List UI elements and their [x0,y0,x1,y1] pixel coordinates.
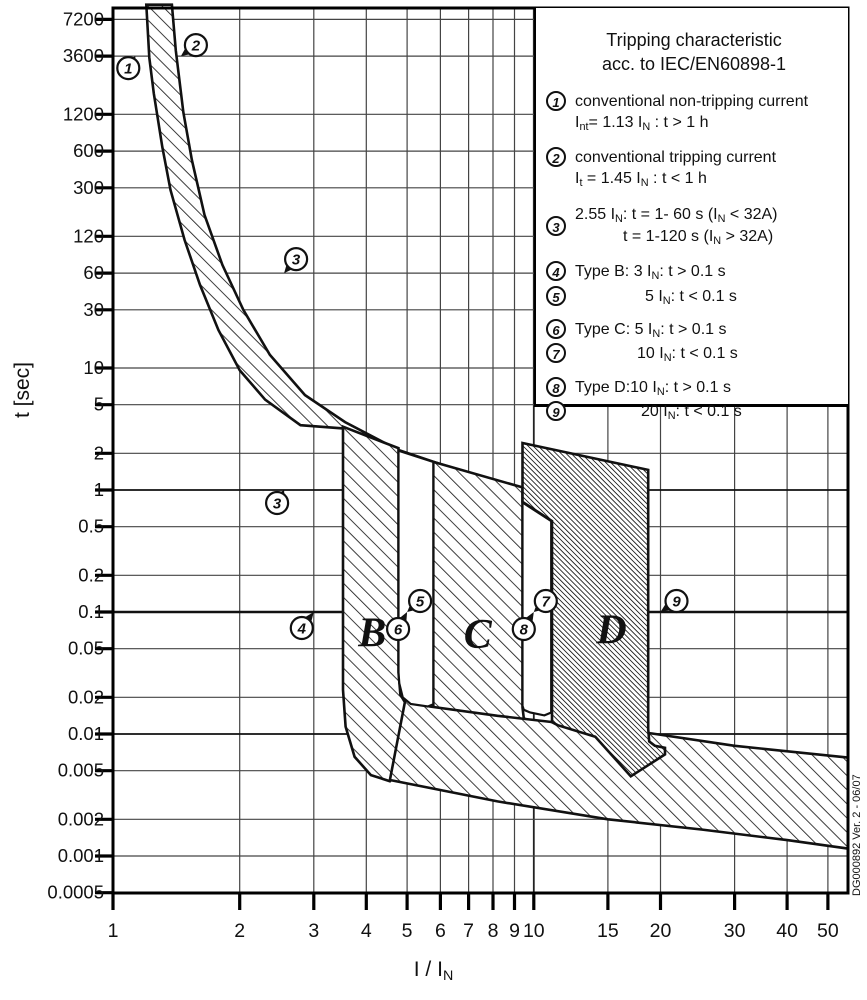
x-axis-label: I / $I_N$ [413,958,454,984]
gap-b-c [399,451,434,707]
zone-label-B: B [358,610,387,657]
legend-item-5 [546,286,842,308]
y-tick-label: 0.005 [57,759,104,781]
y-tick-label: 5 [93,393,104,415]
x-tick-label: 10 [522,920,545,942]
y-axis-label: t [sec] [11,361,34,419]
y-tick-label: 0.001 [57,845,104,866]
x-tick-label: 1 [107,920,119,942]
x-tick-label: 4 [360,920,372,942]
legend-item-line: $I_{nt}= 1.13$ $I_N$ : t > 1 h [575,113,709,133]
legend-pair [546,261,842,308]
legend-item-number-1: 1 [546,91,566,111]
legend-title-line2: acc. to IEC/EN60898-1 [601,54,787,75]
legend-item-line: Type D:10 $I_N$: t > 0.1 s [575,378,731,398]
legend-item-number-8: 8 [546,377,566,397]
legend-item-number-6: 6 [546,319,566,339]
legend-item-line: Type C: 5 $I_N$: t > 0.1 s [575,321,727,341]
legend-title-line1: Tripping characteristic [606,30,782,50]
y-tick-label: 10 [83,357,104,378]
legend-item-3 [546,204,842,249]
x-tick-label: 15 [597,920,619,942]
legend-item-7 [546,343,842,365]
y-tick-label: 120 [73,225,104,247]
svg-text:8: 8 [519,621,528,639]
x-tick-label: 2 [234,920,246,942]
legend-item-8 [546,377,842,399]
y-tick-label: 0.02 [67,686,104,708]
document-version-note: DG000892 Ver. 2 - 06/07 [851,774,863,896]
svg-text:1: 1 [124,60,133,78]
legend-item-9 [546,401,842,423]
legend-item-1 [546,91,842,134]
legend-item-line: 5 $I_N$: t < 0.1 s [645,287,737,307]
y-tick-label: 1200 [62,103,104,125]
x-tick-label: 6 [434,920,446,942]
x-tick-label: 3 [308,920,320,942]
y-tick-label: 0.5 [78,515,104,537]
zone-label-C: C [463,612,492,658]
svg-text:3: 3 [272,495,282,513]
legend-item-4 [546,261,842,283]
y-tick-label: 0.01 [67,723,104,744]
legend-item-line: 2.55 $I_N$: t = 1- 60 s $(I_N < 32A)$ [575,205,778,225]
svg-text:4: 4 [297,620,306,638]
legend-item-line: Type B: 3 $I_N$: t > 0.1 s [575,263,726,283]
svg-text:5: 5 [415,593,425,611]
y-tick-label: 7200 [62,8,104,30]
legend-item-number-3: 3 [546,216,566,236]
x-tick-label: 20 [649,920,672,942]
x-tick-label: 40 [776,920,798,942]
legend-item-number-7: 7 [546,343,566,363]
legend-title [546,28,842,77]
legend-item-line: 10 $I_N$: t < 0.1 s [637,345,738,365]
y-tick-label: 0.05 [67,637,104,659]
legend-item-line: conventional non-tripping current [575,92,809,110]
legend-pair [546,319,842,366]
y-tick-label: 0.002 [57,808,104,830]
legend-item-number-2: 2 [546,147,566,167]
y-tick-label: 60 [83,262,104,284]
x-tick-label: 7 [463,920,475,942]
y-tick-label: 2 [93,442,104,464]
marker-m7 [534,590,557,612]
x-tick-label: 5 [401,920,413,942]
y-tick-label: 0.1 [78,601,104,622]
y-tick-label: 300 [73,176,104,198]
svg-text:9: 9 [672,593,681,611]
legend-item-6 [546,319,842,341]
marker-m1 [117,56,139,79]
legend-item-2 [546,147,842,190]
y-tick-label: 0.2 [78,564,104,586]
svg-text:3: 3 [291,251,301,269]
legend-item-line: conventional tripping current [575,149,777,167]
x-tick-label: 9 [509,920,520,942]
svg-text:2: 2 [191,37,201,55]
svg-text:7: 7 [541,593,550,611]
y-tick-label: 30 [83,298,104,320]
legend-items [546,91,842,424]
legend-item-line: t = 1-120 s $(I_N > 32A)$ [623,227,774,247]
x-tick-label: 50 [817,920,839,942]
legend-item-line: 20 $I_N$: t < 0.1 s [641,403,742,423]
legend-item-number-9: 9 [546,401,566,421]
legend-pair [546,377,842,424]
x-tick-label: 30 [723,920,746,942]
legend-item-line: $I_t = 1.45$ $I_N$ : t < 1 h [575,170,707,190]
y-tick-label: 1 [93,479,104,500]
svg-text:6: 6 [393,621,403,639]
legend-item-number-5: 5 [546,286,566,306]
y-tick-label: 600 [73,140,104,162]
x-tick-label: 8 [487,920,499,942]
legend-box [534,8,848,423]
y-tick-label: 3600 [62,45,104,67]
y-tick-label: 0.0005 [47,881,104,903]
zone-label-D: D [596,607,627,654]
legend-item-number-4: 4 [546,261,566,281]
